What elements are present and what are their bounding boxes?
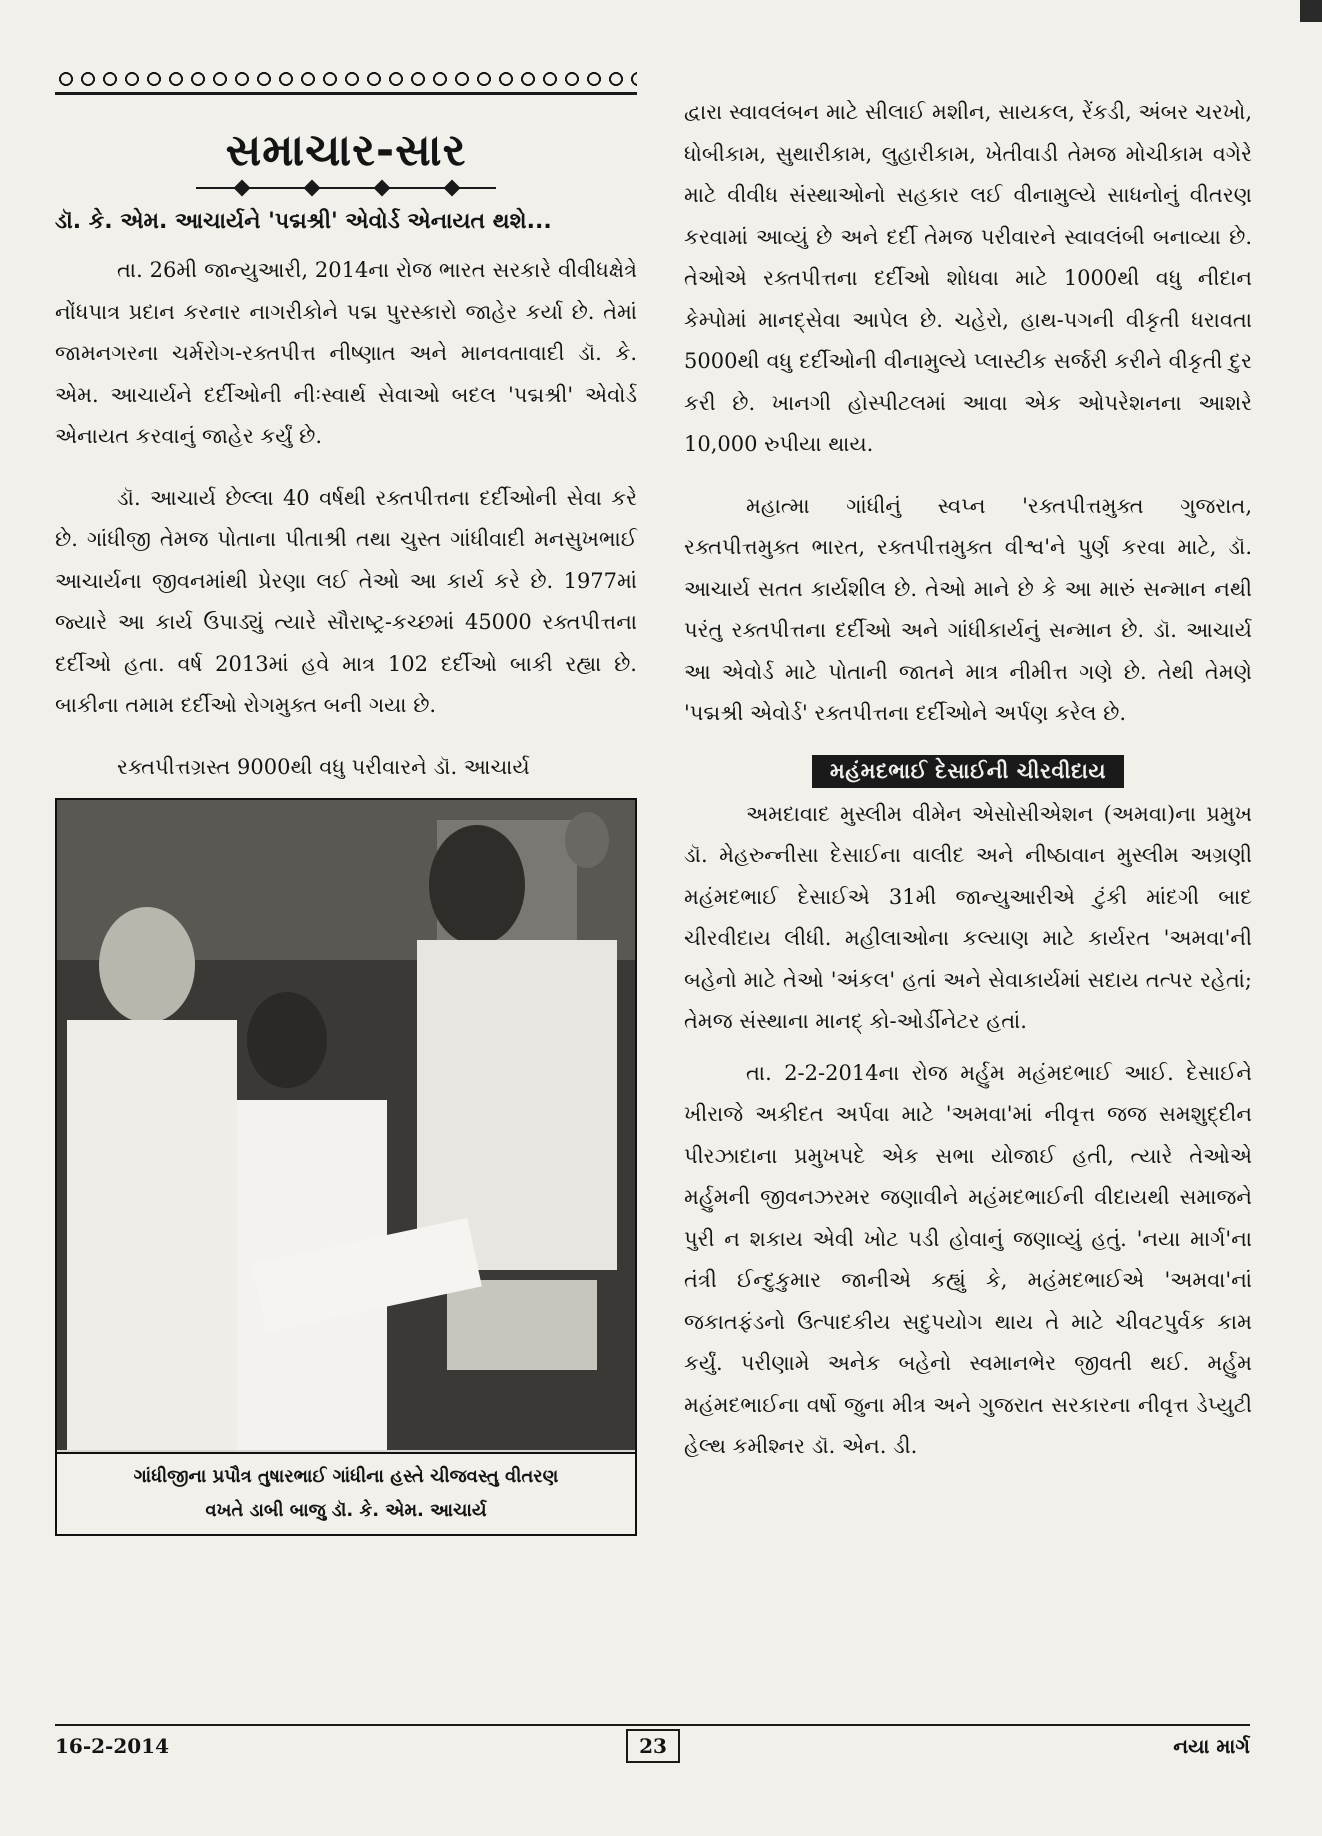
caption-line-2: વખતે ડાબી બાજુ ડૉ. કે. એમ. આચાર્ય <box>205 1500 487 1521</box>
article-paragraph: ડૉ. આચાર્ય છેલ્લા 40 વર્ષથી રક્તપીત્તના દર્દીઓની સેવા કરે છે. ગાંધીજી તેમજ પોતાના પીતાશ્રી તથા ચુસ્ત ગાંધીવાદી મનસુખભાઈ આચાર્યના જીવનમાંથી પ્રેરણા લઈ તેઓ આ કાર્ય કરે છે. 1977માં જ્યારે આ કાર્ય ઉપાડ્યું ત્યારે સૌરાષ્ટ્ર-કચ્છમાં 45000 રક્તપીત્તના દર્દીઓ હતા. વર્ષ 2013માં હવે માત્ર 102 દર્દીઓ બાકી રહ્યા છે. બાકીના તમામ દર્દીઓ રોગમુક્ત બની ગયા છે. <box>55 485 637 717</box>
right-column <box>684 92 1252 1488</box>
caption-line-1: ગાંધીજીના પ્રપૌત્ર તુષારભાઈ ગાંધીના હસ્તે ચીજવસ્તુ વીતરણ <box>133 1466 559 1487</box>
article-headline: ડૉ. કે. એમ. આચાર્યને 'પદ્મશ્રી' એવોર્ડ એનાયત થશે... <box>55 209 552 234</box>
title-divider <box>196 182 496 194</box>
subheading-wrap <box>684 755 1252 788</box>
scan-corner <box>1300 0 1322 22</box>
photo-image <box>57 800 635 1450</box>
news-photo <box>55 798 637 1536</box>
footer-date: 16-2-2014 <box>55 1734 170 1758</box>
page-number: 23 <box>626 1729 680 1763</box>
footer-rule <box>55 1724 1250 1726</box>
article-subheading: મહંમદભાઈ દેસાઈની ચીરવીદાય <box>812 755 1124 788</box>
top-ornament-border <box>55 68 637 95</box>
article-paragraph-continued: દ્વારા સ્વાવલંબન માટે સીલાઈ મશીન, સાયકલ, રેંકડી, અંબર ચરખો, ધોબીકામ, સુથારીકામ, લુહારીકામ, ખેતીવાડી તેમજ મોચીકામ વગેરે માટે વીવીધ સંસ્થાઓનો સહકાર લઈ વીનામુલ્યે સાધનોનું વીતરણ કરવામાં આવ્યું છે અને દર્દી તેમજ પરીવારને સ્વાવલંબી બનાવ્યા છે. તેઓએ રક્તપીત્તના દર્દીઓ શોધવા માટે 1000થી વધુ નીદાન કેમ્પોમાં માનદ્‌સેવા આપેલ છે. ચહેરો, હાથ-પગની વીકૃતી ધરાવતા 5000થી વધુ દર્દીઓની વીનામુલ્યે પ્લાસ્ટીક સર્જરી કરીને વીકૃતી દુર કરી છે. ખાનગી હોસ્પીટલમાં આવા એક ઓપરેશનના આશરે 10,000 રુપીયા થાય. <box>684 100 1252 456</box>
article-paragraph-start: રક્તપીત્તગ્રસ્ત 9000થી વધુ પરીવારને ડૉ. આચાર્ય <box>117 754 530 779</box>
article-paragraph: અમદાવાદ મુસ્લીમ વીમેન એસોસીએશન (અમવા)ના પ્રમુખ ડૉ. મેહરુન્નીસા દેસાઈના વાલીદ અને નીષ્ઠાવાન મુસ્લીમ અગ્રણી મહંમદભાઈ દેસાઈએ 31મી જાન્યુઆરીએ ટુંકી માંદગી બાદ ચીરવીદાય લીધી. મહીલાઓના કલ્યાણ માટે કાર્યરત 'અમવા'ની બહેનો માટે તેઓ 'અંકલ' હતાં અને સેવાકાર્યમાં સદાય તત્પર રહેતાં; તેમજ સંસ્થાના માનદ્ કો-ઓર્ડીનેટર હતાં. <box>684 801 1252 1033</box>
article-paragraph: તા. 26મી જાન્યુઆરી, 2014ના રોજ ભારત સરકારે વીવીધક્ષેત્રે નોંધપાત્ર પ્રદાન કરનાર નાગરીકોને પદ્મ પુરસ્કારો જાહેર કર્યા છે. તેમાં જામનગરના ચર્મરોગ-રક્તપીત્ત નીષ્ણાત અને માનવતાવાદી ડૉ. કે. એમ. આચાર્યને દર્દીઓની નીઃસ્વાર્થ સેવાઓ બદલ 'પદ્મશ્રી' એવોર્ડ એનાયત કરવાનું જાહેર કર્યું છે. <box>55 258 637 448</box>
article-paragraph: મહાત્મા ગાંધીનું સ્વપ્ન 'રક્તપીત્તમુક્ત ગુજરાત, રક્તપીત્તમુક્ત ભારત, રક્તપીત્તમુક્ત વીશ્વ'ને પુર્ણ કરવા માટે, ડૉ. આચાર્ય સતત કાર્યશીલ છે. તેઓ માને છે કે આ મારું સન્માન નથી પરંતુ રક્તપીત્તના દર્દીઓ અને ગાંધીકાર્યનું સન્માન છે. ડૉ. આચાર્ય આ એવોર્ડ માટે પોતાની જાતને માત્ર નીમીત્ત ગણે છે. તેથી તેમણે 'પદ્મશ્રી એવોર્ડ' રક્તપીત્તના દર્દીઓને અર્પણ કરેલ છે. <box>684 493 1252 725</box>
photo-caption <box>57 1452 635 1534</box>
article-paragraph: તા. 2-2-2014ના રોજ મર્હુમ મહંમદભાઈ આઈ. દેસાઈને ખીરાજે અકીદત અર્પવા માટે 'અમવા'માં નીવૃત્ત જજ સમશુદ્દીન પીરઝાદાના પ્રમુખપદે એક સભા યોજાઈ હતી, ત્યારે તેઓએ મર્હુમની જીવનઝરમર જણાવીને મહંમદભાઈની વીદાયથી સમાજને પુરી ન શકાય એવી ખોટ પડી હોવાનું જણાવ્યું હતું. 'નયા માર્ગ'ના તંત્રી ઈન્દુકુમાર જાનીએ કહ્યું કે, મહંમદભાઈએ 'અમવા'નાં જકાતફંડનો ઉત્પાદકીય સદુપયોગ થાય તે માટે ચીવટપુર્વક કામ કર્યું. પરીણામે અનેક બહેનો સ્વમાનભેર જીવતી થઈ. મર્હુમ મહંમદભાઈના વર્ષો જુના મીત્ર અને ગુજરાત સરકારના નીવૃત્ત ડેપ્યુટી હેલ્થ કમીશ્નર ડૉ. એન. ડી. <box>684 1060 1252 1458</box>
magazine-name: નયા માર્ગ <box>1173 1734 1250 1758</box>
left-column <box>55 68 637 1536</box>
section-title: સમાચાર-સાર <box>225 125 467 176</box>
